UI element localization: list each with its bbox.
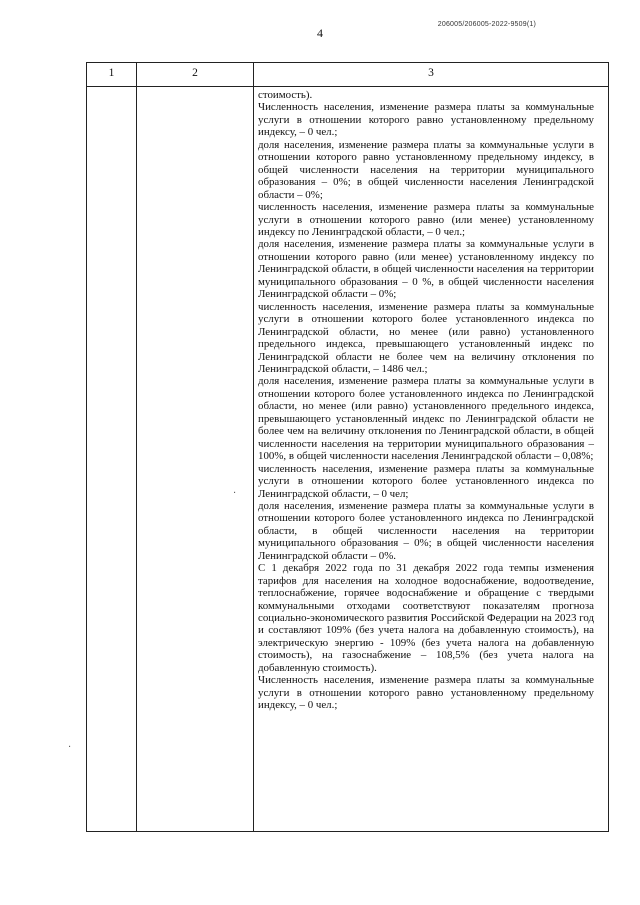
column-divider (253, 63, 254, 831)
scan-speck: · (233, 488, 237, 499)
document-code: 206005/206005-2022-9509(1) (437, 21, 536, 28)
page-number: 4 (317, 26, 323, 40)
paragraph: доля населения, изменение размера платы за коммунальные услуги в отношении которого равно (или менее) установленному индексу по Ленинградской области, в общей численности населения на территории муниципального образования – 0 %, в общей численности населения Ленинградской области – 0%; (258, 238, 594, 301)
paragraph: Численность населения, изменение размера платы за коммунальные услуги в отношении которого равно установленному предельному индексу, – 0 чел.; (258, 674, 594, 712)
paragraph: доля населения, изменение размера платы за коммунальные услуги в отношении которого более установленного индекса по Ленинградской области, в общей численности населения на территории муниципального образования – 0%; в общей численности населения Ленинградской области – 0%. (258, 499, 594, 562)
paragraph: С 1 декабря 2022 года по 31 декабря 2022 года темпы изменения тарифов для населения на холодное водоснабжение, водоотведение, теплоснабжение, горячее водоснабжение и обращение с твердыми коммунальными отходами соответствуют показателям прогноза социально-экономического развития Российской Федерации на 2023 год и составляют 109% (без учета налога на добавленную стоимость), на электрическую энергию - 109% (без учета налога на добавленную стоимость), на газоснабжение – 108,5% (без учета налога на добавленную стоимость). (258, 562, 594, 674)
paragraph: Численность населения, изменение размера платы за коммунальные услуги в отношении которого равно установленному предельному индексу, – 0 чел.; (258, 101, 594, 139)
paragraph: численность населения, изменение размера платы за коммунальные услуги в отношении которого более установленного индекса по Ленинградской области, – 0 чел; (258, 462, 594, 500)
header-divider (87, 86, 608, 87)
column-3-content (258, 89, 594, 712)
paragraph: численность населения, изменение размера платы за коммунальные услуги в отношении которого равно (или менее) установленному индексу по Ленинградской области, – 0 чел.; (258, 201, 594, 238)
column-header-2: 2 (192, 67, 198, 79)
paragraph: доля населения, изменение размера платы за коммунальные услуги в отношении которого равно установленному предельному индексу, в общей численности населения на территории муниципального образования – 0%; в общей численности населения Ленинградской области – 0%; (258, 138, 594, 201)
paragraph: доля населения, изменение размера платы за коммунальные услуги в отношении которого более установленного индекса по Ленинградской области, но менее (или равно) установленного предельного индекса, превышающего установленный индекс по Ленинградской области не более чем на величину отклонения по Ленинградской области, в общей численности населения на территории муниципального образования – 100%, в общей численности населения Ленинградской области – 0,08%; (258, 375, 594, 463)
scan-speck: · (68, 742, 72, 753)
paragraph: численность населения, изменение размера платы за коммунальные услуги в отношении которого более установленного индекса по Ленинградской области, но менее (или равно) установленного предельного индекса, превышающего установленный индекс по Ленинградской области не более чем на величину отклонения по Ленинградской области, – 1486 чел.; (258, 300, 594, 375)
column-header-1: 1 (108, 67, 115, 79)
column-divider (136, 63, 137, 831)
column-header-3: 3 (428, 67, 434, 79)
data-table (86, 62, 609, 832)
paragraph: стоимость). (258, 89, 313, 101)
